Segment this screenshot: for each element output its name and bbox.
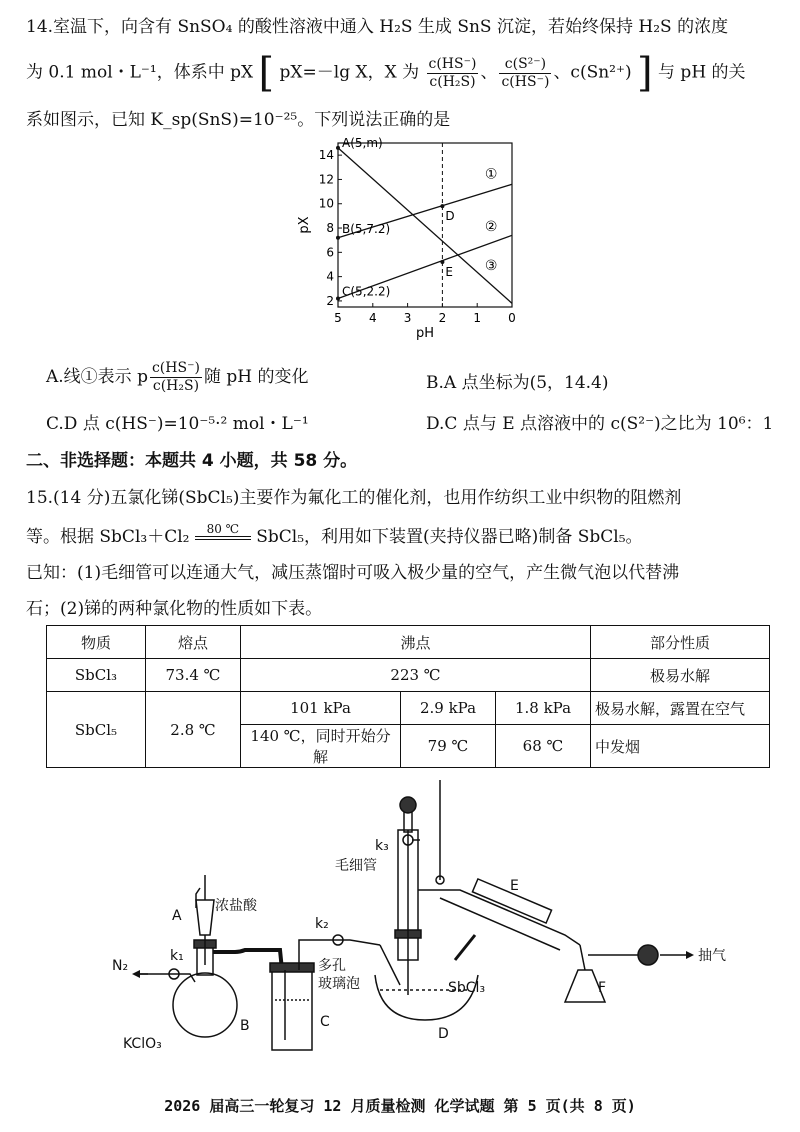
header-melting-point: 熔点: [146, 626, 241, 659]
page-footer: 2026 届高三一轮复习 12 月质量检测 化学试题 第 5 页(共 8 页): [164, 1097, 636, 1115]
cell-sbcl3-mp: 73.4 ℃: [146, 659, 241, 692]
label-sbcl3: SbCl₃: [448, 980, 486, 996]
section-heading: 二、非选择题：本题共 4 小题，共 58 分。: [26, 451, 358, 471]
point-label: E: [445, 265, 453, 280]
option-a: A.线①表示 p $\frac{c(HS^-)}{\text{c(H₂S)}}$ 随 pH 的变化: [46, 360, 309, 394]
cell-bp-1-8: 68 ℃: [496, 725, 591, 768]
label-capillary: 毛细管: [335, 858, 377, 874]
label-k2: k₂: [315, 916, 329, 932]
cell-sbcl5-prop-1: 极易水解，露置在空气: [591, 692, 770, 725]
option-a-fraction: $\frac{c(HS^-)}{\text{c(H₂S)}}$: [151, 360, 200, 394]
series-label-1: ①: [484, 166, 498, 183]
cell-sbcl3-bp: 223 ℃: [241, 659, 591, 692]
y-tick-label: 14: [318, 148, 334, 163]
point-label: D: [445, 209, 455, 224]
option-d: D.C 点与 E 点溶液中的 c(S²⁻)之比为 10⁶：1: [426, 414, 774, 434]
cell-sbcl5-mp: 2.8 ℃: [146, 692, 241, 768]
cell-bp-101: 140 ℃，同时开始分解: [241, 725, 401, 768]
q14-line-2: 为 0.1 mol・L⁻¹，体系中 pX [ pX=－lg X，X 为 $\frac{c(HS^-)}{\text{c(H₂S)}}$ 、 $\frac{\text{c(S²⁻)}}{c(HS^-)}$ 、c(Sn²⁺) ] 与 pH 的关: [26, 50, 746, 96]
x-tick-label: 4: [368, 311, 377, 325]
cell-sbcl3-prop: 极易水解: [591, 659, 770, 692]
point-marker: [440, 204, 444, 208]
x-axis-label: pH: [415, 326, 435, 341]
cell-bp-2-9: 79 ℃: [401, 725, 496, 768]
y-tick-label: 2: [326, 293, 334, 308]
y-tick-label: 6: [326, 245, 334, 260]
y-tick-label: 10: [318, 196, 334, 211]
fraction-hs-h2s: $\frac{c(HS^-)}{\text{c(H₂S)}}$: [428, 55, 477, 90]
x-tick-label: 0: [508, 311, 516, 325]
vacuum-trap: [638, 945, 658, 965]
q15-line-2: 等。根据 SbCl₃＋Cl₂ 80 ℃ SbCl₅，利用如下装置(夹持仪器已略)制备 SbCl₅。: [26, 522, 643, 547]
point-marker: [336, 296, 340, 300]
header-substance: 物质: [47, 626, 146, 659]
x-tick-label: 1: [473, 311, 482, 325]
option-c: C.D 点 c(HS⁻)=10⁻⁵·² mol・L⁻¹: [46, 414, 309, 434]
header-boiling-point: 沸点: [241, 626, 591, 659]
cell-sbcl3: SbCl₃: [47, 659, 146, 692]
capillary-cap: [400, 797, 416, 813]
q15-line-3: 已知：(1)毛细管可以连通大气，减压蒸馏时可吸入极少量的空气，产生微气泡以代替沸: [26, 563, 680, 583]
cell-pressure-101: 101 kPa: [241, 692, 401, 725]
label-n2: N₂: [112, 958, 129, 974]
dropping-funnel-a: [196, 900, 214, 935]
label-kclo3: KClO₃: [123, 1036, 162, 1052]
point-label: A(5,m): [342, 135, 383, 150]
n2-arrow-icon: [132, 970, 140, 978]
label-pump: 抽气: [698, 948, 726, 964]
q14-line-3: 系如图示，已知 K_sp(SnS)=10⁻²⁵。下列说法正确的是: [26, 110, 451, 130]
series-label-3: ③: [484, 258, 498, 275]
wash-bottle-c: [272, 970, 312, 1050]
x-tick-label: 3: [403, 311, 412, 325]
flask-b: [173, 973, 237, 1037]
cell-pressure-1-8: 1.8 kPa: [496, 692, 591, 725]
property-table: [46, 625, 770, 768]
label-d: D: [438, 1026, 449, 1042]
left-bracket: [: [258, 50, 275, 96]
label-hcl: 浓盐酸: [215, 898, 257, 914]
label-a: A: [172, 908, 182, 924]
apparatus-diagram: [0, 770, 800, 1080]
fraction-s-hs: $\frac{\text{c(S²⁻)}}{c(HS^-)}$: [501, 55, 550, 90]
x-tick-label: 2: [438, 311, 447, 325]
cell-sbcl5-prop-2: 中发烟: [591, 725, 770, 768]
point-label: C(5,2.2): [342, 284, 391, 299]
pump-arrow-icon: [686, 951, 694, 959]
y-tick-label: 8: [326, 221, 334, 236]
label-f: F: [598, 980, 607, 996]
point-marker: [440, 260, 444, 264]
cell-sbcl5: SbCl₅: [47, 692, 146, 768]
label-porous: 多孔: [318, 958, 346, 974]
point-marker: [336, 236, 340, 240]
right-bracket: ]: [637, 50, 653, 96]
cell-pressure-2-9: 2.9 kPa: [401, 692, 496, 725]
y-tick-label: 4: [326, 269, 334, 284]
px-ph-chart: [290, 135, 540, 350]
q14-line-1: 14.室温下，向含有 SnSO₄ 的酸性溶液中通入 H₂S 生成 SnS 沉淀，若始终保持 H₂S 的浓度: [26, 17, 729, 37]
label-c: C: [320, 1014, 330, 1030]
q15-line-1: 15.(14 分)五氯化锑(SbCl₅)主要作为氟化工的催化剂，也用作纺织工业中织物的阻燃剂: [26, 488, 682, 508]
label-k1: k₁: [170, 948, 184, 964]
label-k3: k₃: [375, 838, 389, 854]
label-glass-bubble: 玻璃泡: [318, 976, 360, 992]
label-e: E: [510, 878, 519, 894]
reaction-arrow: 80 ℃: [195, 536, 251, 547]
point-marker: [336, 146, 340, 150]
header-properties: 部分性质: [591, 626, 770, 659]
y-axis-label: pX: [297, 216, 312, 234]
option-b: B.A 点坐标为(5，14.4): [426, 373, 609, 393]
point-label: B(5,7.2): [342, 221, 391, 236]
series-label-2: ②: [484, 218, 498, 235]
x-tick-label: 5: [334, 311, 342, 325]
q15-line-4: 石；(2)锑的两种氯化物的性质如下表。: [26, 599, 323, 619]
y-tick-label: 12: [318, 172, 334, 187]
label-b: B: [240, 1018, 250, 1034]
